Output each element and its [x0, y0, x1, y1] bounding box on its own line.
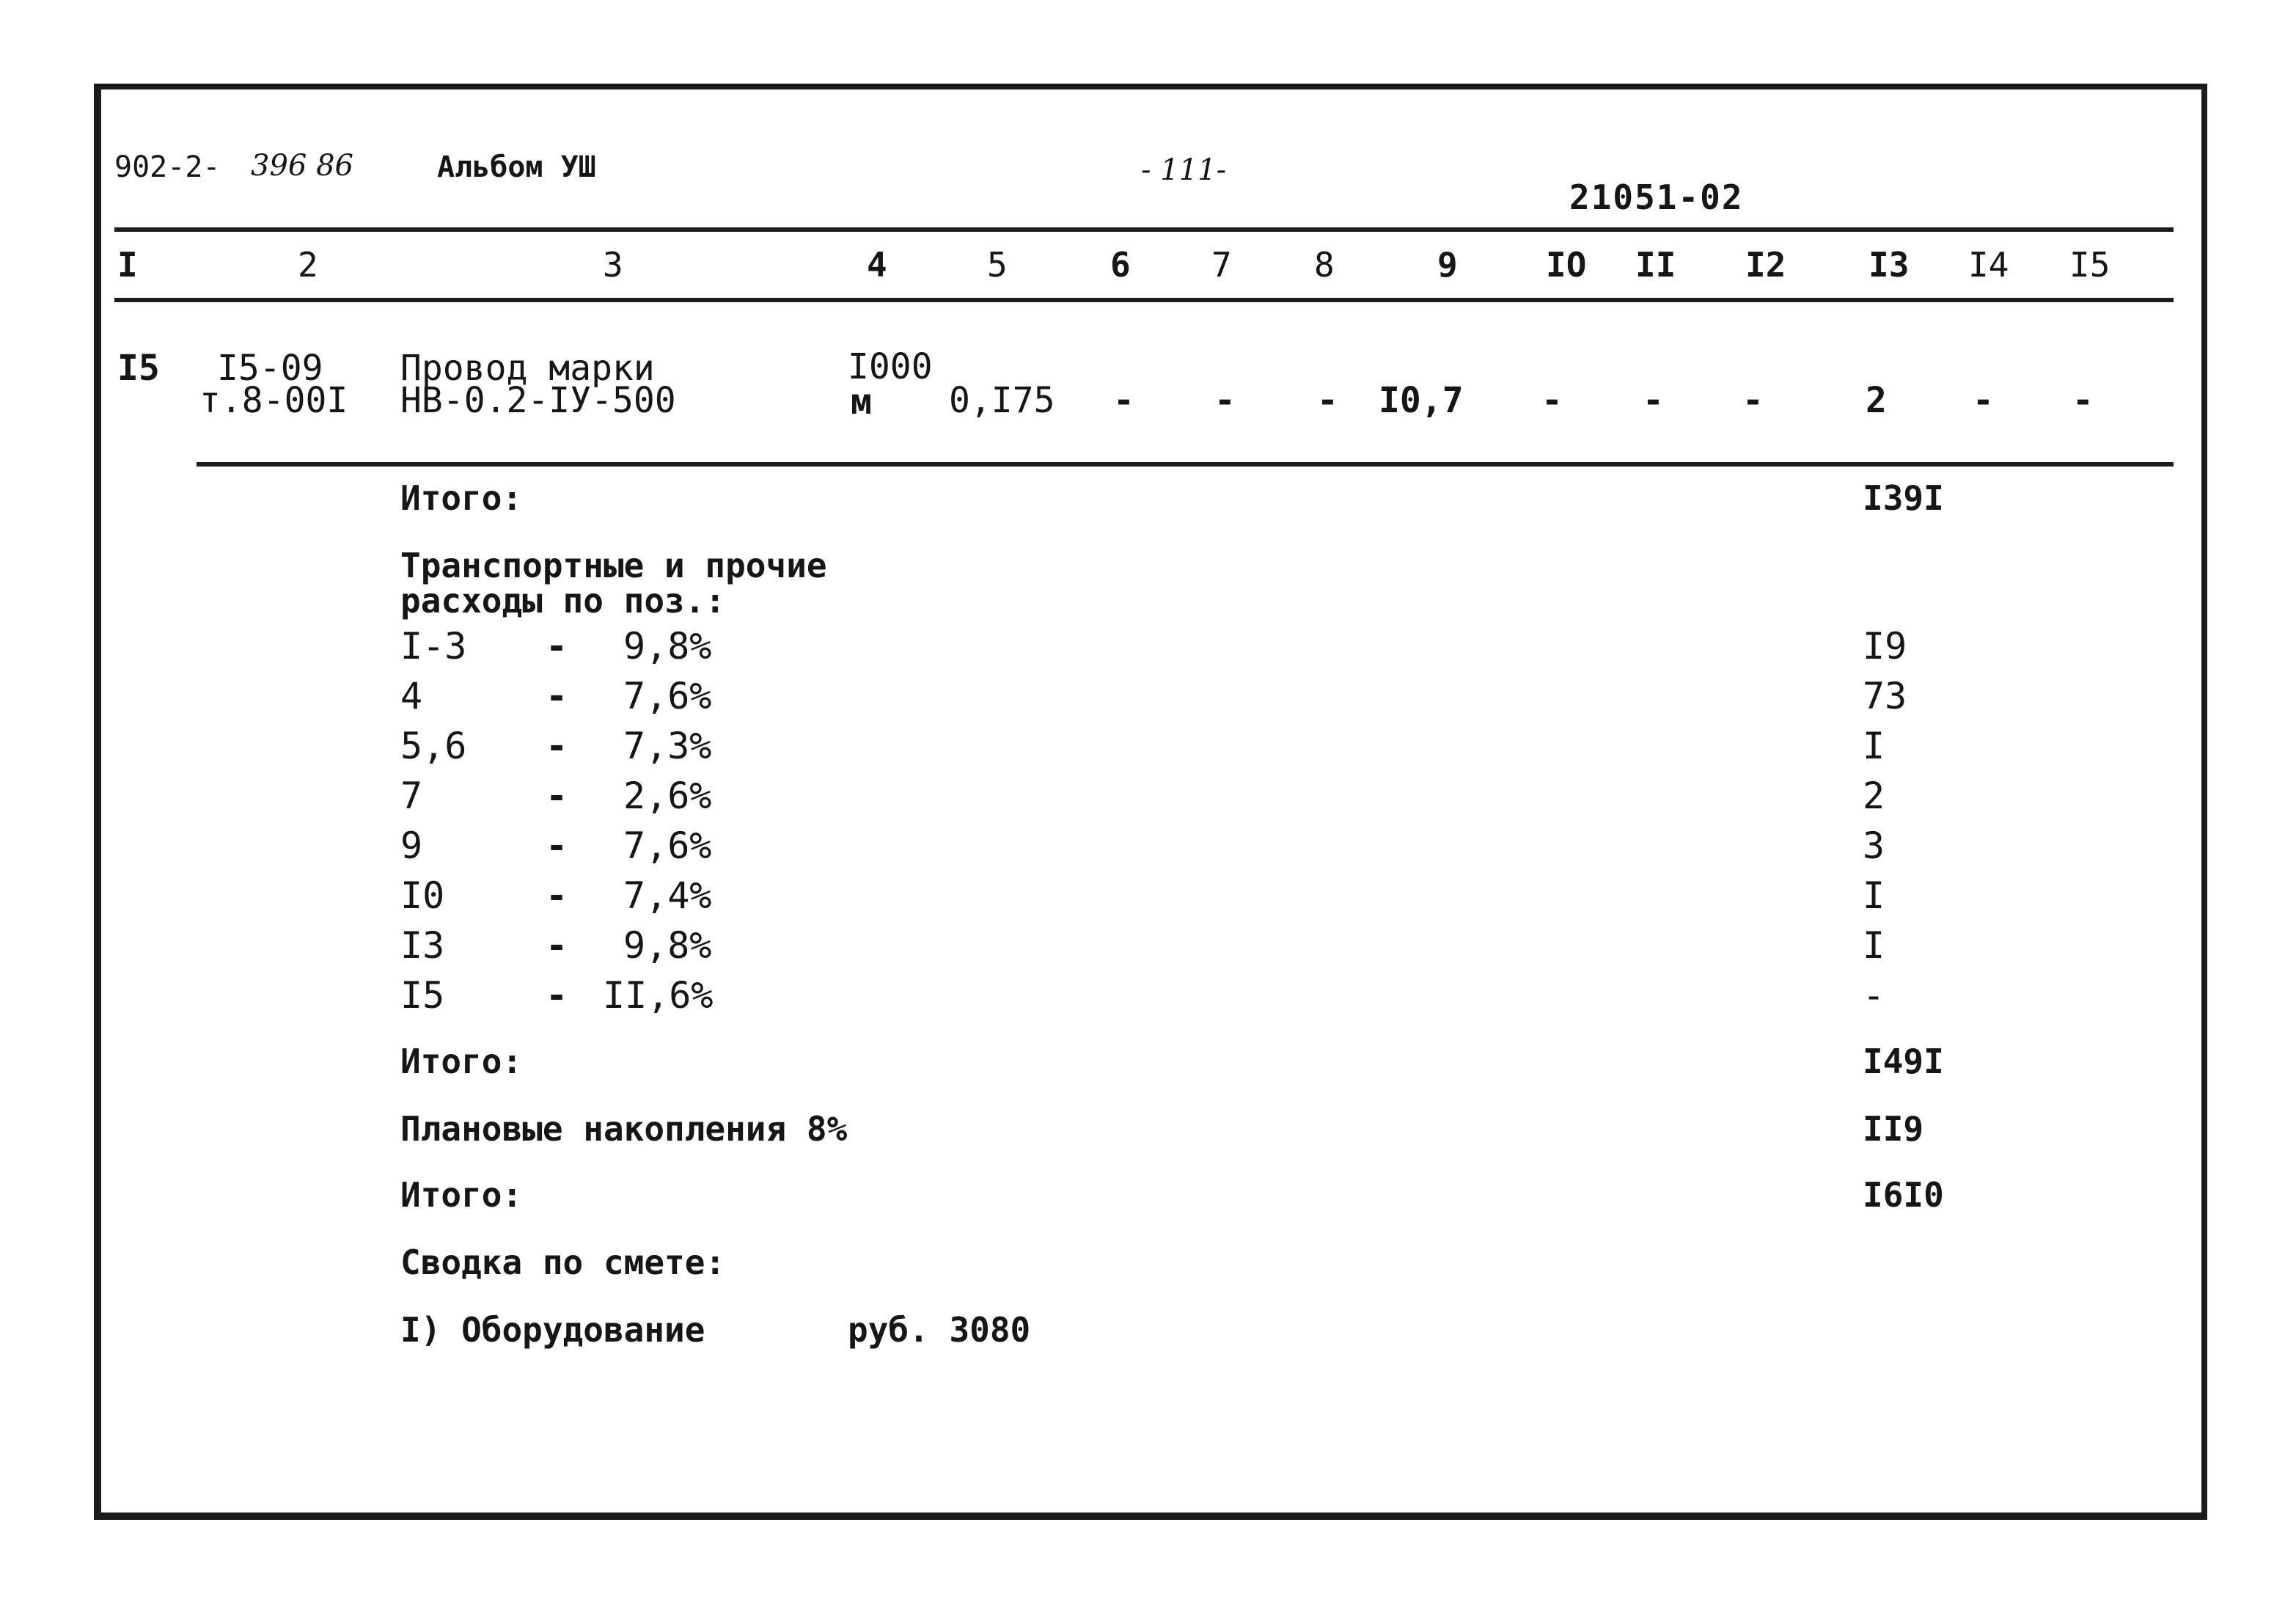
item-pos: I-3 [400, 625, 467, 667]
item-pct: 9,8% [623, 924, 712, 967]
col-header-5: 5 [987, 245, 1008, 285]
header-bottom-rule [114, 298, 2174, 302]
col-header-7: 7 [1211, 245, 1232, 285]
item-dash: - [546, 625, 568, 667]
col-header-9: 9 [1437, 245, 1458, 285]
item-value: I [1863, 725, 1885, 767]
row-name-line1: Провод марки [400, 348, 655, 389]
col-header-4: 4 [867, 245, 887, 285]
page-number: - 111- [1141, 153, 1227, 187]
item-value: I9 [1863, 625, 1907, 667]
header-top-rule [114, 227, 2174, 232]
item-dash: - [546, 874, 568, 917]
col-header-6: 6 [1110, 245, 1131, 285]
stamp-number: 21051-02 [1569, 178, 1744, 217]
row-col5: 0,I75 [949, 380, 1055, 421]
item-pos: I3 [400, 924, 445, 967]
item-dash: - [546, 675, 568, 717]
total2-label: Итого: [400, 1042, 523, 1081]
item-pos: I0 [400, 874, 445, 917]
item-value: 2 [1863, 775, 1885, 817]
col-header-12: I2 [1745, 245, 1786, 285]
item-pct: 7,6% [623, 675, 712, 717]
row-col15: - [2072, 380, 2094, 421]
item-pos: 7 [400, 775, 423, 817]
row-col14: - [1973, 380, 1994, 421]
col-header-15: I5 [2069, 245, 2110, 285]
row-code-line1: I5-09 [217, 348, 323, 389]
item-value: I [1863, 874, 1885, 917]
item-dash: - [546, 725, 568, 767]
item-pos: 9 [400, 824, 423, 867]
equipment-label: I) Оборудование [400, 1310, 705, 1350]
doc-code-prefix: 902-2- [114, 150, 221, 184]
item-dash: - [546, 775, 568, 817]
doc-code-handwritten: 396 86 [251, 149, 353, 183]
item-value: 73 [1863, 675, 1907, 717]
item-pos: 5,6 [400, 725, 467, 767]
row-pos: I5 [117, 348, 160, 389]
row-col11: - [1643, 380, 1664, 421]
row-col6: - [1113, 380, 1134, 421]
item-dash: - [546, 824, 568, 867]
total1-value: I39I [1863, 478, 1944, 518]
planned-value: II9 [1863, 1109, 1924, 1149]
row-col12: - [1742, 380, 1764, 421]
row-name-line2: НВ-0.2-IУ-500 [400, 380, 676, 421]
svodka-label: Сводка по смете: [400, 1243, 726, 1282]
col-header-13: I3 [1868, 245, 1910, 285]
total3-label: Итого: [400, 1175, 523, 1215]
equipment-value: руб. 3080 [848, 1310, 1031, 1350]
total1-label: Итого: [400, 478, 523, 518]
total3-value: I6I0 [1863, 1175, 1944, 1215]
row-col10: - [1541, 380, 1563, 421]
item-value: 3 [1863, 824, 1885, 867]
row-col7: - [1214, 380, 1236, 421]
col-header-14: I4 [1968, 245, 2009, 285]
row-col13: 2 [1866, 380, 1887, 421]
row-unit-line2: м [851, 381, 872, 423]
total2-value: I49I [1863, 1042, 1944, 1081]
col-header-11: II [1635, 245, 1676, 285]
transport-line1: Транспортные и прочие [400, 546, 827, 585]
col-header-10: IO [1546, 245, 1587, 285]
col-header-2: 2 [298, 245, 318, 285]
col-header-1: I [117, 245, 138, 285]
item-pct: 9,8% [623, 625, 712, 667]
item-pct: 7,6% [623, 824, 712, 867]
item-pct: 7,3% [623, 725, 712, 767]
item-value: - [1863, 974, 1885, 1017]
item-dash: - [546, 974, 568, 1017]
item-pos: I5 [400, 974, 445, 1017]
row-unit-line1: I000 [848, 346, 933, 387]
transport-line2: расходы по поз.: [400, 581, 726, 621]
item-pct: 7,4% [623, 874, 712, 917]
col-header-3: 3 [603, 245, 623, 285]
row-col8: - [1317, 380, 1338, 421]
row-bottom-rule [197, 462, 2174, 467]
item-pct: II,6% [603, 974, 714, 1017]
item-dash: - [546, 924, 568, 967]
row-code-line2: т.8-00I [199, 380, 348, 421]
item-value: I [1863, 924, 1885, 967]
planned-label: Плановые накопления 8% [400, 1109, 848, 1149]
item-pct: 2,6% [623, 775, 712, 817]
row-col9: I0,7 [1379, 380, 1464, 421]
item-pos: 4 [400, 675, 423, 717]
col-header-8: 8 [1314, 245, 1335, 285]
album-label: Альбом УШ [437, 150, 596, 184]
